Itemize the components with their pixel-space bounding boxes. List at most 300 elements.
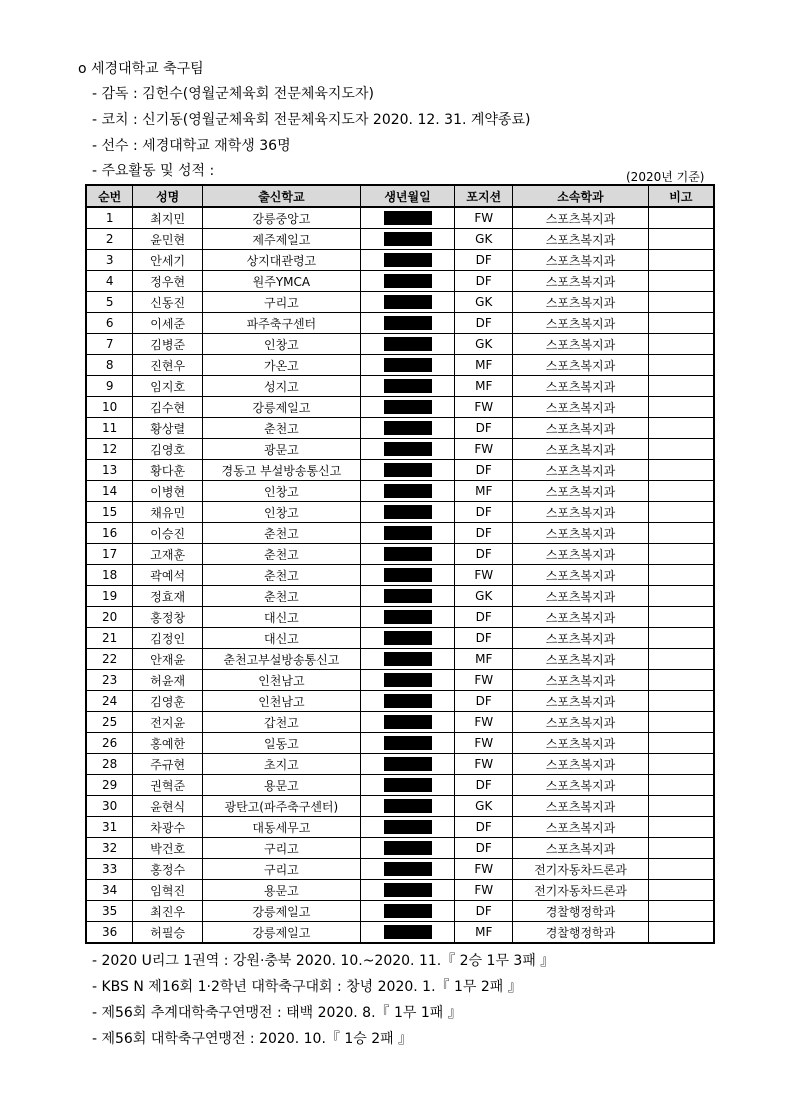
redaction-bar [384, 358, 432, 372]
position-cell: GK [455, 292, 513, 313]
name-cell: 이세준 [133, 313, 203, 334]
department-cell: 스포츠복지과 [513, 376, 649, 397]
row-number-cell: 34 [86, 880, 133, 901]
note-cell [648, 712, 714, 733]
table-row [86, 607, 714, 628]
department-cell: 스포츠복지과 [513, 796, 649, 817]
position-cell: DF [455, 691, 513, 712]
department-cell: 전기자동차드론과 [513, 859, 649, 880]
school-cell: 원주YMCA [203, 271, 361, 292]
position-cell: DF [455, 271, 513, 292]
redaction-bar [384, 694, 432, 708]
table-row [86, 355, 714, 376]
position-cell: DF [455, 817, 513, 838]
department-cell: 스포츠복지과 [513, 523, 649, 544]
department-cell: 스포츠복지과 [513, 649, 649, 670]
name-cell: 허필승 [133, 922, 203, 944]
table-row [86, 859, 714, 880]
note-cell [648, 355, 714, 376]
birthdate-cell [360, 313, 455, 334]
col-header-birthdate: 생년월일 [360, 185, 455, 207]
position-cell: DF [455, 544, 513, 565]
table-row [86, 691, 714, 712]
department-cell: 스포츠복지과 [513, 250, 649, 271]
table-row [86, 733, 714, 754]
department-cell: 스포츠복지과 [513, 754, 649, 775]
row-number-cell: 15 [86, 502, 133, 523]
redaction-bar [384, 610, 432, 624]
table-row [86, 229, 714, 250]
redaction-bar [384, 862, 432, 876]
name-cell: 최진우 [133, 901, 203, 922]
department-cell: 스포츠복지과 [513, 313, 649, 334]
department-cell: 전기자동차드론과 [513, 880, 649, 901]
school-cell: 강릉제일고 [203, 901, 361, 922]
redaction-bar [384, 316, 432, 330]
row-number-cell: 4 [86, 271, 133, 292]
school-cell: 춘천고 [203, 586, 361, 607]
department-cell: 스포츠복지과 [513, 565, 649, 586]
note-cell [648, 460, 714, 481]
table-row [86, 649, 714, 670]
department-cell: 스포츠복지과 [513, 607, 649, 628]
birthdate-cell [360, 418, 455, 439]
note-cell [648, 292, 714, 313]
department-cell: 경찰행정학과 [513, 922, 649, 944]
redaction-bar [384, 568, 432, 582]
redaction-bar [384, 400, 432, 414]
as-of-note: (2020년 기준) [626, 170, 705, 184]
row-number-cell: 28 [86, 754, 133, 775]
name-cell: 황상렬 [133, 418, 203, 439]
redaction-bar [384, 253, 432, 267]
note-cell [648, 397, 714, 418]
birthdate-cell [360, 649, 455, 670]
redaction-bar [384, 421, 432, 435]
name-cell: 허윤재 [133, 670, 203, 691]
note-cell [648, 502, 714, 523]
name-cell: 진현우 [133, 355, 203, 376]
note-cell [648, 649, 714, 670]
birthdate-cell [360, 712, 455, 733]
name-cell: 안세기 [133, 250, 203, 271]
note-cell [648, 775, 714, 796]
redaction-bar [384, 799, 432, 813]
birthdate-cell [360, 733, 455, 754]
birthdate-cell [360, 586, 455, 607]
table-row [86, 313, 714, 334]
department-cell: 스포츠복지과 [513, 292, 649, 313]
redaction-bar [384, 442, 432, 456]
col-header-school: 출신학교 [203, 185, 361, 207]
department-cell: 스포츠복지과 [513, 460, 649, 481]
redaction-bar [384, 463, 432, 477]
redaction-bar [384, 232, 432, 246]
col-header-no: 순번 [86, 185, 133, 207]
school-cell: 춘천고 [203, 523, 361, 544]
table-row [86, 439, 714, 460]
row-number-cell: 29 [86, 775, 133, 796]
redaction-bar [384, 715, 432, 729]
school-cell: 가온고 [203, 355, 361, 376]
redaction-bar [384, 547, 432, 561]
row-number-cell: 1 [86, 207, 133, 229]
redaction-bar [384, 736, 432, 750]
note-cell [648, 670, 714, 691]
name-cell: 권혁준 [133, 775, 203, 796]
row-number-cell: 24 [86, 691, 133, 712]
name-cell: 정우현 [133, 271, 203, 292]
redaction-bar [384, 505, 432, 519]
department-cell: 스포츠복지과 [513, 355, 649, 376]
row-number-cell: 19 [86, 586, 133, 607]
school-cell: 춘천고부설방송통신고 [203, 649, 361, 670]
row-number-cell: 3 [86, 250, 133, 271]
birthdate-cell [360, 817, 455, 838]
school-cell: 파주축구센터 [203, 313, 361, 334]
name-cell: 이승진 [133, 523, 203, 544]
birthdate-cell [360, 376, 455, 397]
birthdate-cell [360, 355, 455, 376]
school-cell: 인천남고 [203, 691, 361, 712]
note-cell [648, 817, 714, 838]
row-number-cell: 25 [86, 712, 133, 733]
position-cell: GK [455, 796, 513, 817]
name-cell: 채유민 [133, 502, 203, 523]
position-cell: FW [455, 565, 513, 586]
note-cell [648, 733, 714, 754]
row-number-cell: 14 [86, 481, 133, 502]
row-number-cell: 13 [86, 460, 133, 481]
table-row [86, 292, 714, 313]
redaction-bar [384, 820, 432, 834]
roster-table [85, 184, 715, 944]
department-cell: 스포츠복지과 [513, 481, 649, 502]
table-row [86, 775, 714, 796]
row-number-cell: 30 [86, 796, 133, 817]
department-cell: 스포츠복지과 [513, 397, 649, 418]
table-row [86, 207, 714, 229]
birthdate-cell [360, 292, 455, 313]
name-cell: 홍정수 [133, 859, 203, 880]
department-cell: 스포츠복지과 [513, 670, 649, 691]
col-header-department: 소속학과 [513, 185, 649, 207]
position-cell: FW [455, 859, 513, 880]
col-header-name: 성명 [133, 185, 203, 207]
redaction-bar [384, 631, 432, 645]
note-cell [648, 922, 714, 944]
note-cell [648, 313, 714, 334]
row-number-cell: 12 [86, 439, 133, 460]
birthdate-cell [360, 460, 455, 481]
school-cell: 인천남고 [203, 670, 361, 691]
result-line: - 2020 U리그 1권역 : 강원·충북 2020. 10.~2020. 11.『 2승 1무 3패 』 [92, 953, 555, 969]
position-cell: MF [455, 355, 513, 376]
position-cell: DF [455, 607, 513, 628]
row-number-cell: 26 [86, 733, 133, 754]
school-cell: 광문고 [203, 439, 361, 460]
table-row [86, 460, 714, 481]
department-cell: 스포츠복지과 [513, 544, 649, 565]
table-row [86, 334, 714, 355]
table-row [86, 586, 714, 607]
table-row [86, 565, 714, 586]
position-cell: FW [455, 754, 513, 775]
redaction-bar [384, 526, 432, 540]
col-header-position: 포지션 [455, 185, 513, 207]
table-row [86, 838, 714, 859]
name-cell: 김정인 [133, 628, 203, 649]
row-number-cell: 32 [86, 838, 133, 859]
result-line: - 제56회 대학축구연맹전 : 2020. 10.『 1승 2패 』 [92, 1031, 413, 1047]
row-number-cell: 17 [86, 544, 133, 565]
birthdate-cell [360, 607, 455, 628]
redaction-bar [384, 673, 432, 687]
birthdate-cell [360, 796, 455, 817]
redaction-bar [384, 337, 432, 351]
row-number-cell: 35 [86, 901, 133, 922]
players-line: - 선수 : 세경대학교 재학생 36명 [92, 138, 291, 154]
position-cell: FW [455, 439, 513, 460]
redaction-bar [384, 379, 432, 393]
table-row [86, 712, 714, 733]
birthdate-cell [360, 691, 455, 712]
name-cell: 김병준 [133, 334, 203, 355]
note-cell [648, 207, 714, 229]
name-cell: 주규현 [133, 754, 203, 775]
department-cell: 스포츠복지과 [513, 586, 649, 607]
table-row [86, 523, 714, 544]
row-number-cell: 10 [86, 397, 133, 418]
position-cell: MF [455, 649, 513, 670]
position-cell: FW [455, 670, 513, 691]
department-cell: 스포츠복지과 [513, 733, 649, 754]
note-cell [648, 565, 714, 586]
school-cell: 춘천고 [203, 418, 361, 439]
name-cell: 안재윤 [133, 649, 203, 670]
note-cell [648, 586, 714, 607]
birthdate-cell [360, 334, 455, 355]
birthdate-cell [360, 523, 455, 544]
roster-body [86, 207, 714, 943]
redaction-bar [384, 589, 432, 603]
row-number-cell: 7 [86, 334, 133, 355]
name-cell: 김수현 [133, 397, 203, 418]
position-cell: DF [455, 775, 513, 796]
birthdate-cell [360, 901, 455, 922]
redaction-bar [384, 778, 432, 792]
school-cell: 초지고 [203, 754, 361, 775]
school-cell: 강릉중앙고 [203, 207, 361, 229]
redaction-bar [384, 274, 432, 288]
school-cell: 갑천고 [203, 712, 361, 733]
department-cell: 스포츠복지과 [513, 712, 649, 733]
name-cell: 김영호 [133, 439, 203, 460]
school-cell: 대신고 [203, 607, 361, 628]
redaction-bar [384, 757, 432, 771]
school-cell: 일동고 [203, 733, 361, 754]
position-cell: FW [455, 397, 513, 418]
row-number-cell: 5 [86, 292, 133, 313]
birthdate-cell [360, 670, 455, 691]
department-cell: 스포츠복지과 [513, 502, 649, 523]
row-number-cell: 8 [86, 355, 133, 376]
note-cell [648, 229, 714, 250]
table-row [86, 754, 714, 775]
position-cell: FW [455, 712, 513, 733]
table-row [86, 901, 714, 922]
activities-line: - 주요활동 및 성적 : [92, 163, 215, 179]
birthdate-cell [360, 229, 455, 250]
birthdate-cell [360, 271, 455, 292]
redaction-bar [384, 925, 432, 939]
position-cell: DF [455, 502, 513, 523]
birthdate-cell [360, 397, 455, 418]
school-cell: 광탄고(파주축구센터) [203, 796, 361, 817]
redaction-bar [384, 904, 432, 918]
row-number-cell: 16 [86, 523, 133, 544]
table-row [86, 397, 714, 418]
birthdate-cell [360, 922, 455, 944]
result-line: - 제56회 추계대학축구연맹전 : 태백 2020. 8.『 1무 1패 』 [92, 1005, 462, 1021]
position-cell: MF [455, 481, 513, 502]
note-cell [648, 607, 714, 628]
school-cell: 춘천고 [203, 565, 361, 586]
school-cell: 인창고 [203, 502, 361, 523]
school-cell: 용문고 [203, 775, 361, 796]
position-cell: DF [455, 250, 513, 271]
department-cell: 스포츠복지과 [513, 817, 649, 838]
position-cell: DF [455, 628, 513, 649]
position-cell: GK [455, 586, 513, 607]
name-cell: 홍예한 [133, 733, 203, 754]
table-row [86, 796, 714, 817]
school-cell: 대동세무고 [203, 817, 361, 838]
table-row [86, 880, 714, 901]
name-cell: 박건호 [133, 838, 203, 859]
birthdate-cell [360, 502, 455, 523]
row-number-cell: 6 [86, 313, 133, 334]
note-cell [648, 376, 714, 397]
row-number-cell: 23 [86, 670, 133, 691]
note-cell [648, 691, 714, 712]
name-cell: 윤민현 [133, 229, 203, 250]
note-cell [648, 859, 714, 880]
redaction-bar [384, 211, 432, 225]
team-title: o 세경대학교 축구팀 [78, 61, 204, 77]
position-cell: DF [455, 418, 513, 439]
name-cell: 황다훈 [133, 460, 203, 481]
department-cell: 스포츠복지과 [513, 691, 649, 712]
redaction-bar [384, 484, 432, 498]
birthdate-cell [360, 628, 455, 649]
birthdate-cell [360, 565, 455, 586]
table-header-row [86, 185, 714, 207]
school-cell: 구리고 [203, 292, 361, 313]
position-cell: DF [455, 460, 513, 481]
note-cell [648, 334, 714, 355]
table-row [86, 250, 714, 271]
position-cell: MF [455, 376, 513, 397]
school-cell: 구리고 [203, 838, 361, 859]
school-cell: 강릉제일고 [203, 922, 361, 944]
school-cell: 용문고 [203, 880, 361, 901]
department-cell: 스포츠복지과 [513, 229, 649, 250]
note-cell [648, 628, 714, 649]
name-cell: 곽예석 [133, 565, 203, 586]
name-cell: 최지민 [133, 207, 203, 229]
row-number-cell: 36 [86, 922, 133, 944]
name-cell: 윤현식 [133, 796, 203, 817]
row-number-cell: 9 [86, 376, 133, 397]
table-row [86, 922, 714, 944]
position-cell: DF [455, 523, 513, 544]
note-cell [648, 418, 714, 439]
name-cell: 차광수 [133, 817, 203, 838]
birthdate-cell [360, 439, 455, 460]
name-cell: 신동진 [133, 292, 203, 313]
school-cell: 대신고 [203, 628, 361, 649]
name-cell: 이병현 [133, 481, 203, 502]
redaction-bar [384, 883, 432, 897]
position-cell: MF [455, 922, 513, 944]
birthdate-cell [360, 544, 455, 565]
name-cell: 김영훈 [133, 691, 203, 712]
department-cell: 스포츠복지과 [513, 207, 649, 229]
row-number-cell: 33 [86, 859, 133, 880]
col-header-note: 비고 [648, 185, 714, 207]
birthdate-cell [360, 481, 455, 502]
redaction-bar [384, 652, 432, 666]
school-cell: 구리고 [203, 859, 361, 880]
note-cell [648, 880, 714, 901]
school-cell: 인창고 [203, 481, 361, 502]
department-cell: 경찰행정학과 [513, 901, 649, 922]
position-cell: FW [455, 880, 513, 901]
position-cell: FW [455, 733, 513, 754]
birthdate-cell [360, 250, 455, 271]
name-cell: 전지윤 [133, 712, 203, 733]
table-row [86, 418, 714, 439]
department-cell: 스포츠복지과 [513, 628, 649, 649]
redaction-bar [384, 841, 432, 855]
birthdate-cell [360, 880, 455, 901]
school-cell: 춘천고 [203, 544, 361, 565]
note-cell [648, 796, 714, 817]
director-line: - 감독 : 김헌수(영월군체육회 전문체육지도자) [92, 86, 374, 102]
redaction-bar [384, 295, 432, 309]
birthdate-cell [360, 775, 455, 796]
note-cell [648, 544, 714, 565]
school-cell: 성지고 [203, 376, 361, 397]
department-cell: 스포츠복지과 [513, 418, 649, 439]
department-cell: 스포츠복지과 [513, 439, 649, 460]
position-cell: DF [455, 313, 513, 334]
position-cell: FW [455, 207, 513, 229]
department-cell: 스포츠복지과 [513, 838, 649, 859]
school-cell: 인창고 [203, 334, 361, 355]
table-row [86, 271, 714, 292]
note-cell [648, 523, 714, 544]
table-row [86, 544, 714, 565]
row-number-cell: 11 [86, 418, 133, 439]
note-cell [648, 250, 714, 271]
birthdate-cell [360, 838, 455, 859]
row-number-cell: 21 [86, 628, 133, 649]
table-row [86, 817, 714, 838]
position-cell: GK [455, 334, 513, 355]
department-cell: 스포츠복지과 [513, 334, 649, 355]
